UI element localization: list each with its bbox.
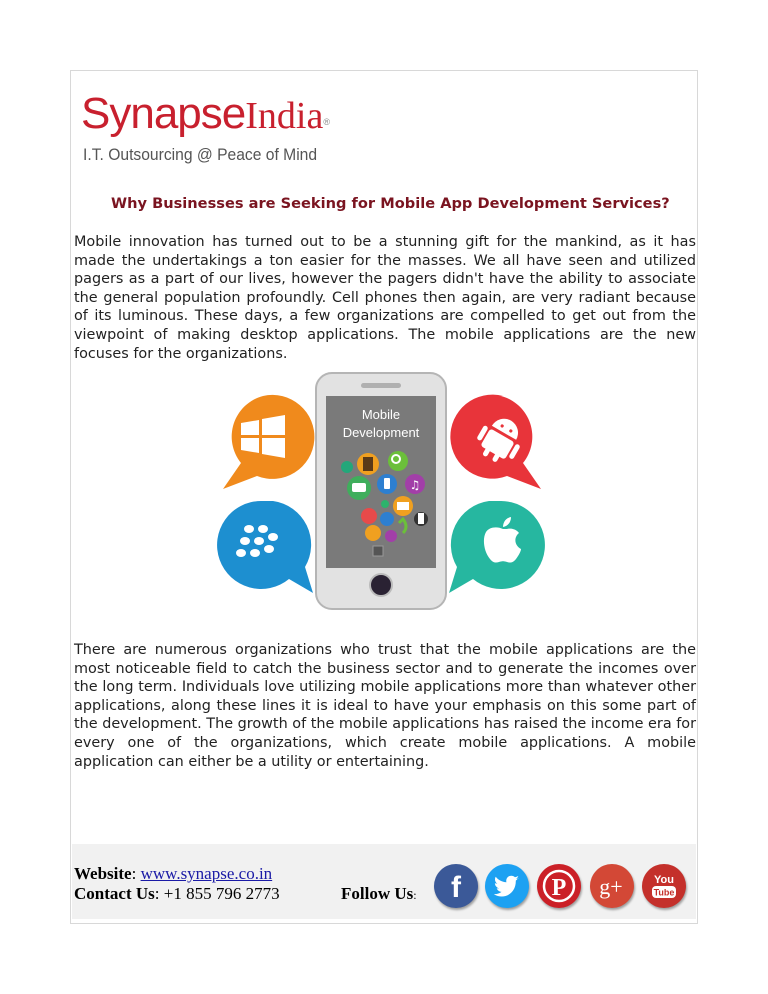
follow-us: Follow Us: [341,884,417,903]
youtube-icon[interactable] [642,864,686,908]
website-label: Website [74,864,132,883]
synapseindia-logo[interactable] [81,89,329,169]
article-paragraph-2: There are numerous organizations who trust that the mobile applications are the most noticeable field to catch the business sector and to generate the incomes over the long term. Individuals love utilizing mobile applications more than whatever other applications, along these lines it is ideal to have your emphasis on this some part of the development. The growth of the mobile applications has raised the income era for every one of the organizations, which create mobile applications. A mobile application can either be a utility or entertaining. [74,642,696,770]
pinterest-icon[interactable] [537,864,581,908]
screen-label-mobile: Mobile [361,407,401,422]
website-row: Website: www.synapse.co.in [74,864,273,883]
screen-label-development: Development [342,425,420,440]
twitter-icon[interactable] [485,864,529,908]
website-link[interactable]: www.synapse.co.in [140,864,273,883]
android-icon [450,395,541,489]
facebook-icon[interactable] [434,864,478,908]
windows-icon [223,395,314,489]
logo-tagline: I.T. Outsourcing @ Peace of Mind [83,145,318,164]
contact-label: Contact Us [74,884,155,903]
document-page [70,70,698,924]
svg-text:♫: ♫ [409,478,421,492]
google-plus-icon[interactable] [590,864,634,908]
article-paragraph-1: Mobile innovation has turned out to be a stunning gift for the mankind, as it has made the undertakings a ton easier for the masses. We all have seen and utilized pagers as a part of our lives, however the pagers didn't have the ability to associate the general population profoundly. Cell phones then again, are very radiant because of its luminous. These days, a few organizations are compelled to get out from the viewpoint of making desktop applications. The mobile applications are the new focuses for the organizations. [74,234,696,362]
svg-text:f: f [451,871,461,904]
svg-text:g+: g+ [599,874,623,899]
blackberry-icon [217,501,313,593]
logo-wordmark: SynapseIndia® [81,89,329,138]
svg-text:Tube: Tube [653,887,675,898]
contact-footer [72,844,696,919]
contact-row: Contact Us: +1 855 796 2773 [74,884,280,903]
article-title: Why Businesses are Seeking for Mobile App Development Services? [111,195,670,212]
contact-phone: +1 855 796 2773 [163,884,280,903]
svg-text:You: You [654,874,674,886]
apple-icon [449,501,545,593]
smartphone [316,373,446,609]
mobile-development-illustration [201,371,561,611]
follow-label: Follow Us [341,884,414,903]
svg-text:P: P [551,875,567,901]
